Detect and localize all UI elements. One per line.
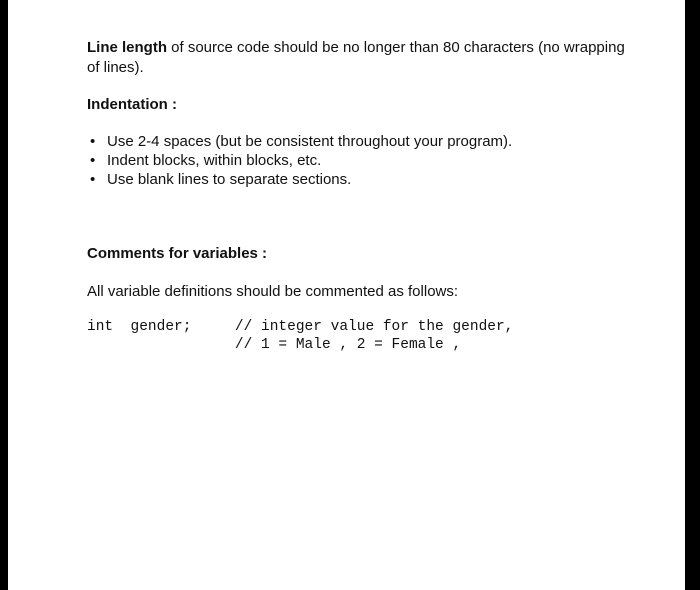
line-length-paragraph xyxy=(87,38,627,78)
code-line: int gender; // integer value for the gender, xyxy=(87,319,514,335)
line-length-text: of source code should be no longer than 80 characters (no wrapping of lines). xyxy=(87,39,625,76)
viewer-edge xyxy=(685,0,700,590)
list-item xyxy=(87,132,512,151)
code-line: // 1 = Male , 2 = Female , xyxy=(87,337,462,353)
indentation-list xyxy=(87,132,512,189)
code-example xyxy=(87,318,513,354)
indentation-heading: Indentation : xyxy=(87,96,177,113)
document-page xyxy=(8,0,685,590)
comments-paragraph: All variable definitions should be commented as follows: xyxy=(87,283,459,300)
line-length-term: Line length xyxy=(87,39,167,56)
comments-heading: Comments for variables : xyxy=(87,245,268,262)
list-item-text: Indent blocks, within blocks, etc. xyxy=(107,152,322,169)
list-item-text: Use 2-4 spaces (but be consistent throughout your program). xyxy=(107,133,513,150)
bullet-icon: • xyxy=(90,133,96,150)
list-item-text: Use blank lines to separate sections. xyxy=(107,171,352,188)
bullet-icon: • xyxy=(90,152,96,169)
bullet-icon: • xyxy=(90,171,96,188)
list-item xyxy=(87,170,512,189)
list-item xyxy=(87,151,512,170)
